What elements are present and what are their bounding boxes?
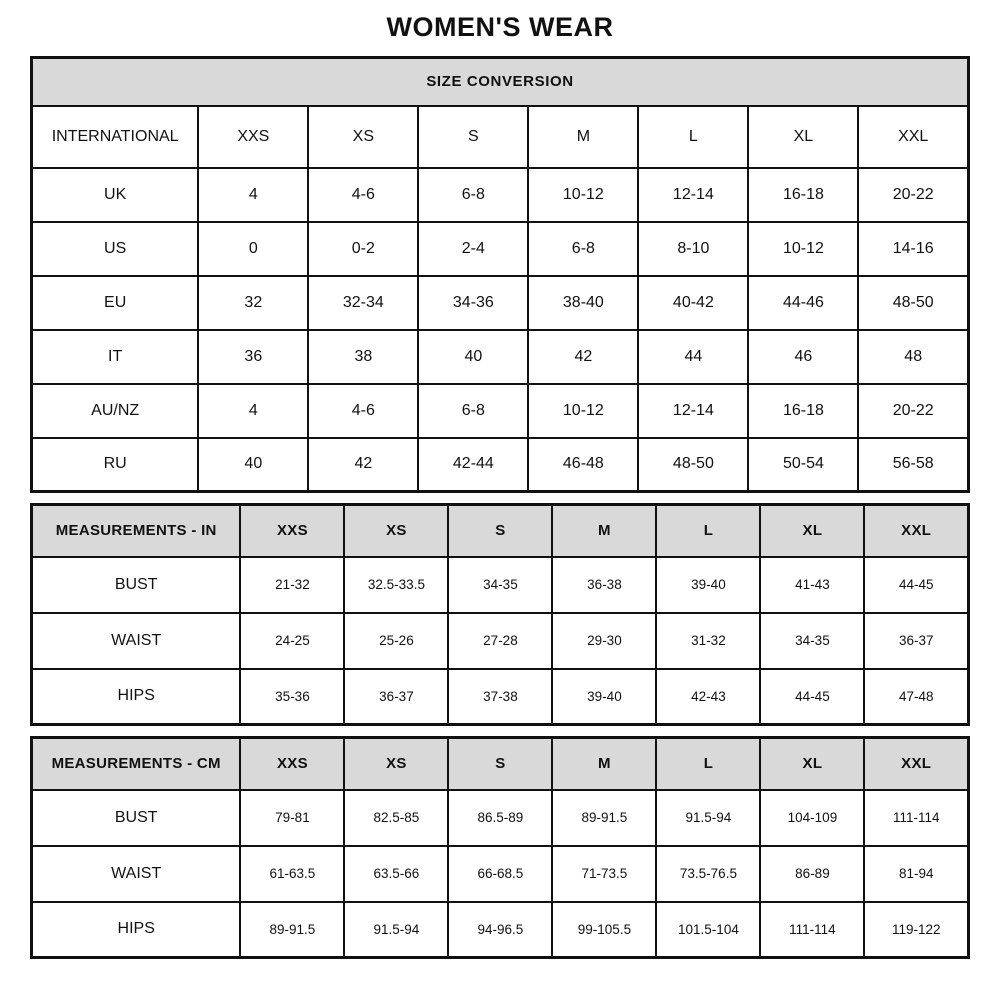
cell-waist-in-xxl: 36-37 [864,613,968,669]
column-header-xxl: XXL [858,106,968,168]
cell-hips-cm-xl: 111-114 [760,902,864,958]
cell-aunz-s: 6-8 [418,384,528,438]
cm-column-header-l: L [656,738,760,790]
cell-hips-cm-xxs: 89-91.5 [240,902,344,958]
in-column-header-xxs: XXS [240,505,344,557]
cell-hips-cm-s: 94-96.5 [448,902,552,958]
cell-waist-in-m: 29-30 [552,613,656,669]
cell-hips-in-xxs: 35-36 [240,669,344,725]
cell-uk-xxs: 4 [198,168,308,222]
cell-aunz-m: 10-12 [528,384,638,438]
cell-bust-cm-l: 91.5-94 [656,790,760,846]
cell-eu-xxs: 32 [198,276,308,330]
size-conversion-column-header-row [32,106,969,168]
table-row-uk [32,168,969,222]
table-row-waist-in [32,613,969,669]
table-row-hips-cm [32,902,969,958]
cell-waist-cm-l: 73.5-76.5 [656,846,760,902]
row-label-hips-in: HIPS [32,669,241,725]
column-header-m: M [528,106,638,168]
cm-column-header-xs: XS [344,738,448,790]
cm-column-header-m: M [552,738,656,790]
cell-us-xl: 10-12 [748,222,858,276]
cell-eu-xxl: 48-50 [858,276,968,330]
cell-waist-in-xl: 34-35 [760,613,864,669]
row-label-waist-in: WAIST [32,613,241,669]
table-row-it [32,330,969,384]
cell-waist-cm-xxs: 61-63.5 [240,846,344,902]
cell-ru-l: 48-50 [638,438,748,492]
cell-hips-in-l: 42-43 [656,669,760,725]
cell-ru-xxl: 56-58 [858,438,968,492]
cell-eu-xl: 44-46 [748,276,858,330]
cell-aunz-xxs: 4 [198,384,308,438]
table-row-eu [32,276,969,330]
row-label-hips-cm: HIPS [32,902,241,958]
column-header-xxs: XXS [198,106,308,168]
column-header-xs: XS [308,106,418,168]
measurements-cm-table [30,736,970,959]
cell-waist-cm-xl: 86-89 [760,846,864,902]
cell-bust-cm-s: 86.5-89 [448,790,552,846]
cell-uk-s: 6-8 [418,168,528,222]
cell-bust-cm-xxl: 111-114 [864,790,968,846]
cell-it-l: 44 [638,330,748,384]
cell-waist-in-xs: 25-26 [344,613,448,669]
row-label-aunz: AU/NZ [32,384,199,438]
cell-ru-m: 46-48 [528,438,638,492]
cell-hips-in-s: 37-38 [448,669,552,725]
cell-bust-in-s: 34-35 [448,557,552,613]
cell-hips-in-xxl: 47-48 [864,669,968,725]
cell-waist-cm-xs: 63.5-66 [344,846,448,902]
cell-bust-cm-m: 89-91.5 [552,790,656,846]
column-header-s: S [418,106,528,168]
table-row-hips-in [32,669,969,725]
row-label-us: US [32,222,199,276]
row-label-bust-in: BUST [32,557,241,613]
row-label-bust-cm: BUST [32,790,241,846]
cell-waist-cm-m: 71-73.5 [552,846,656,902]
cm-column-header-s: S [448,738,552,790]
cell-ru-s: 42-44 [418,438,528,492]
size-conversion-table [30,56,970,493]
cell-it-xxs: 36 [198,330,308,384]
cell-uk-xxl: 20-22 [858,168,968,222]
cell-waist-in-s: 27-28 [448,613,552,669]
cell-aunz-xxl: 20-22 [858,384,968,438]
column-header-xl: XL [748,106,858,168]
cell-waist-in-xxs: 24-25 [240,613,344,669]
cell-bust-in-xs: 32.5-33.5 [344,557,448,613]
row-label-ru: RU [32,438,199,492]
cell-us-m: 6-8 [528,222,638,276]
table-row-bust-cm [32,790,969,846]
cell-us-s: 2-4 [418,222,528,276]
in-column-header-xxl: XXL [864,505,968,557]
cell-bust-in-xxl: 44-45 [864,557,968,613]
cell-us-xs: 0-2 [308,222,418,276]
cell-uk-m: 10-12 [528,168,638,222]
cell-hips-in-xs: 36-37 [344,669,448,725]
cell-uk-xl: 16-18 [748,168,858,222]
cell-us-xxs: 0 [198,222,308,276]
cell-hips-in-m: 39-40 [552,669,656,725]
cell-bust-cm-xl: 104-109 [760,790,864,846]
cm-column-header-xl: XL [760,738,864,790]
measurements-cm-header: MEASUREMENTS - CM [32,738,241,790]
table-row-ru [32,438,969,492]
cell-uk-xs: 4-6 [308,168,418,222]
row-label-waist-cm: WAIST [32,846,241,902]
cell-bust-cm-xs: 82.5-85 [344,790,448,846]
cell-ru-xxs: 40 [198,438,308,492]
cell-ru-xl: 50-54 [748,438,858,492]
row-label-eu: EU [32,276,199,330]
cell-it-m: 42 [528,330,638,384]
cell-waist-cm-s: 66-68.5 [448,846,552,902]
in-column-header-xl: XL [760,505,864,557]
cell-it-s: 40 [418,330,528,384]
cell-hips-cm-xxl: 119-122 [864,902,968,958]
cell-bust-in-xxs: 21-32 [240,557,344,613]
cell-it-xl: 46 [748,330,858,384]
measurements-in-header-row [32,505,969,557]
cell-hips-in-xl: 44-45 [760,669,864,725]
in-column-header-s: S [448,505,552,557]
in-column-header-l: L [656,505,760,557]
cell-it-xxl: 48 [858,330,968,384]
cell-us-xxl: 14-16 [858,222,968,276]
cell-hips-cm-l: 101.5-104 [656,902,760,958]
cell-eu-xs: 32-34 [308,276,418,330]
table-row-bust-in [32,557,969,613]
column-header-l: L [638,106,748,168]
cell-bust-cm-xxs: 79-81 [240,790,344,846]
in-column-header-m: M [552,505,656,557]
cell-it-xs: 38 [308,330,418,384]
size-conversion-banner: SIZE CONVERSION [32,58,969,106]
cell-uk-l: 12-14 [638,168,748,222]
cell-ru-xs: 42 [308,438,418,492]
cell-aunz-xl: 16-18 [748,384,858,438]
cell-hips-cm-xs: 91.5-94 [344,902,448,958]
table-row-us [32,222,969,276]
measurements-cm-header-row [32,738,969,790]
cm-column-header-xxs: XXS [240,738,344,790]
cell-eu-m: 38-40 [528,276,638,330]
cell-waist-in-l: 31-32 [656,613,760,669]
cell-bust-in-xl: 41-43 [760,557,864,613]
table-row-waist-cm [32,846,969,902]
measurements-in-header: MEASUREMENTS - IN [32,505,241,557]
cell-aunz-xs: 4-6 [308,384,418,438]
cell-eu-l: 40-42 [638,276,748,330]
row-label-uk: UK [32,168,199,222]
row-label-it: IT [32,330,199,384]
cell-hips-cm-m: 99-105.5 [552,902,656,958]
cell-eu-s: 34-36 [418,276,528,330]
size-conversion-banner-row [32,58,969,106]
page-title: WOMEN'S WEAR [386,12,614,42]
cm-column-header-xxl: XXL [864,738,968,790]
table-row-aunz [32,384,969,438]
column-header-international: INTERNATIONAL [32,106,199,168]
cell-bust-in-m: 36-38 [552,557,656,613]
cell-us-l: 8-10 [638,222,748,276]
cell-bust-in-l: 39-40 [656,557,760,613]
cell-aunz-l: 12-14 [638,384,748,438]
measurements-in-table [30,503,970,726]
cell-waist-cm-xxl: 81-94 [864,846,968,902]
in-column-header-xs: XS [344,505,448,557]
